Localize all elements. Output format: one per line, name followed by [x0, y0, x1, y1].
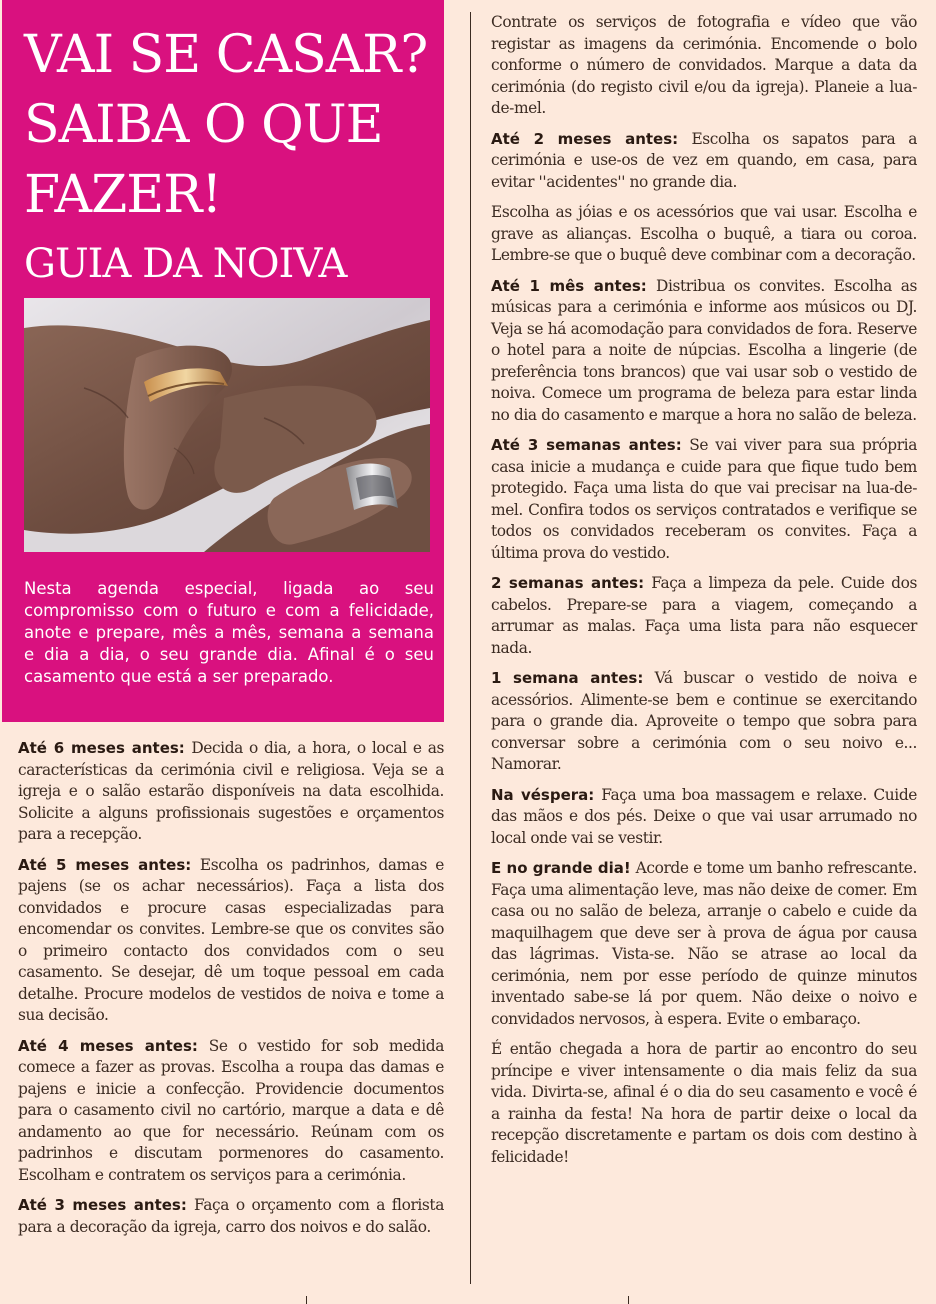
schedule-item-lead: E no grande dia!	[491, 859, 631, 877]
schedule-item	[491, 573, 917, 659]
schedule-item	[18, 1195, 444, 1238]
schedule-item-lead: Até 4 meses antes:	[18, 1036, 198, 1055]
schedule-item	[491, 1039, 917, 1168]
right-column	[491, 12, 917, 1177]
schedule-item-text: Se o vestido for sob medida comece a fazer as provas. Escolha a roupa das damas e pajens e inicie a confecção. Providencie documentos para o casamento civil no cartório, marque a data e dê andamento ao que for necessário. Reúnam com os padrinhos e discutam pormenores do casamento. Escolham e contratem os serviços para a cerimónia.	[18, 1036, 444, 1184]
wedding-rings-photo	[24, 298, 430, 552]
schedule-item	[18, 1036, 444, 1187]
schedule-item-lead: Até 5 meses antes:	[18, 855, 192, 874]
crop-mark	[628, 1296, 629, 1304]
schedule-item-text: Faça o orçamento com a florista para a decoração da igreja, carro dos noivos e do salão.	[18, 1196, 444, 1236]
schedule-item-text: Contrate os serviços de fotografia e vídeo que vão registar as imagens da cerimónia. Encomende o bolo conforme o número de convidados. Marque a data da cerimónia (do registo civil e/ou da igreja). Planeie a lua-de-mel.	[491, 13, 917, 117]
schedule-item	[491, 202, 917, 267]
crop-mark	[306, 1296, 307, 1304]
schedule-item-text: Vá buscar o vestido de noiva e acessórios. Alimente-se bem e continue se exercitando para o grande dia. Aproveite o tempo que sobra para conversar sobre a cerimónia com o seu noivo e... Namorar.	[491, 669, 917, 773]
schedule-item-lead: Até 3 semanas antes:	[491, 436, 682, 454]
schedule-item-text: É então chegada a hora de partir ao encontro do seu príncipe e viver intensamente o dia mais feliz da sua vida. Divirta-se, afinal é o dia do seu casamento e você é a rainha da festa! Na hora de partir deixe o local da recepção discretamente e partam os dois com destino à felicidade!	[491, 1040, 917, 1166]
schedule-item	[18, 738, 444, 846]
schedule-item	[491, 858, 917, 1030]
schedule-item-text: Escolha os sapatos para a cerimónia e use-os de vez em quando, em casa, para evitar ''acidentes'' no grande dia.	[491, 129, 917, 191]
column-divider	[470, 12, 471, 1284]
schedule-item	[18, 855, 444, 1027]
hero-panel	[2, 0, 444, 722]
schedule-item-text: Escolha os padrinhos, damas e pajens (se os achar necessários). Faça a lista dos convidados e procure casas especializadas para encomendar os convites. Lembre-se que os convites são o primeiro contacto dos convidados com o seu casamento. Se desejar, dê um toque pessoal em cada detalhe. Procure modelos de vestidos de noiva e tome a sua decisão.	[18, 855, 444, 1024]
schedule-item-text: Distribua os convites. Escolha as músicas para a cerimónia e informe aos músicos ou DJ. Veja se há acomodação para convidados de fora. Reserve o hotel para a noite de núpcias. Escolha a lingerie (de preferência tons brancos) que vai usar sob o vestido de noiva. Comece um programa de beleza para estar linda no dia do casamento e marque a hora no salão de beleza.	[491, 276, 917, 424]
schedule-item-text: Decida o dia, a hora, o local e as características da cerimónia civil e religiosa. Veja se a igreja e o salão estarão disponíveis na data escolhida. Solicite a alguns profissionais sugestões e orçamentos para a recepção.	[18, 739, 444, 843]
schedule-item-lead: Até 3 meses antes:	[18, 1196, 187, 1214]
schedule-item	[491, 276, 917, 427]
page-subtitle: GUIA DA NOIVA	[24, 241, 347, 287]
left-column	[18, 738, 444, 1247]
schedule-item-text: Se vai viver para sua própria casa inicie a mudança e cuide para que fique tudo bem protegido. Faça uma lista do que vai precisar na lua-de-mel. Confira todos os serviços contratados e verifique se todos os convidados receberam os convites. Faça a última prova do vestido.	[491, 436, 917, 562]
schedule-item-lead: 1 semana antes:	[491, 669, 644, 687]
schedule-item	[491, 668, 917, 776]
schedule-item	[491, 785, 917, 850]
schedule-item-text: Faça uma boa massagem e relaxe. Cuide das mãos e dos pés. Deixe o que vai usar arrumado no local onde vai se vestir.	[491, 785, 917, 847]
schedule-item-lead: 2 semanas antes:	[491, 574, 645, 592]
page-title: VAI SE CASAR? SAIBA O QUE FAZER!	[24, 25, 428, 225]
schedule-item-lead: Até 2 meses antes:	[491, 129, 679, 148]
intro-paragraph: Nesta agenda especial, ligada ao seu compromisso com o futuro e com a felicidade, anote e prepare, mês a mês, semana a semana e dia a dia, o seu grande dia. Afinal é o seu casamento que está a ser preparado.	[24, 579, 434, 686]
schedule-item-lead: Até 6 meses antes:	[18, 739, 185, 757]
schedule-item-text: Escolha as jóias e os acessórios que vai usar. Escolha e grave as alianças. Escolha o buquê, a tiara ou coroa. Lembre-se que o buquê deve combinar com a decoração.	[491, 203, 917, 264]
schedule-item-lead: Na véspera:	[491, 785, 595, 804]
schedule-item-text: Faça a limpeza da pele. Cuide dos cabelos. Prepare-se para a viagem, começando a arrumar as malas. Faça uma lista para não esquecer nada.	[491, 574, 917, 657]
schedule-item	[491, 129, 917, 194]
schedule-item-lead: Até 1 mês antes:	[491, 276, 647, 295]
schedule-item	[491, 435, 917, 564]
schedule-item	[491, 12, 917, 120]
schedule-item-text: Acorde e tome um banho refrescante. Faça uma alimentação leve, mas não deixe de comer. Em casa ou no salão de beleza, arranje o cabelo e cuide da maquilhagem que deve ser à prova de água por causa das lágrimas. Vista-se. Não se atrase ao local da cerimónia, nem por esse período de quinze minutos inventado sabe-se lá por quem. Não deixe o noivo e convidados nervosos, à espera. Evite o embaraço.	[491, 859, 917, 1028]
